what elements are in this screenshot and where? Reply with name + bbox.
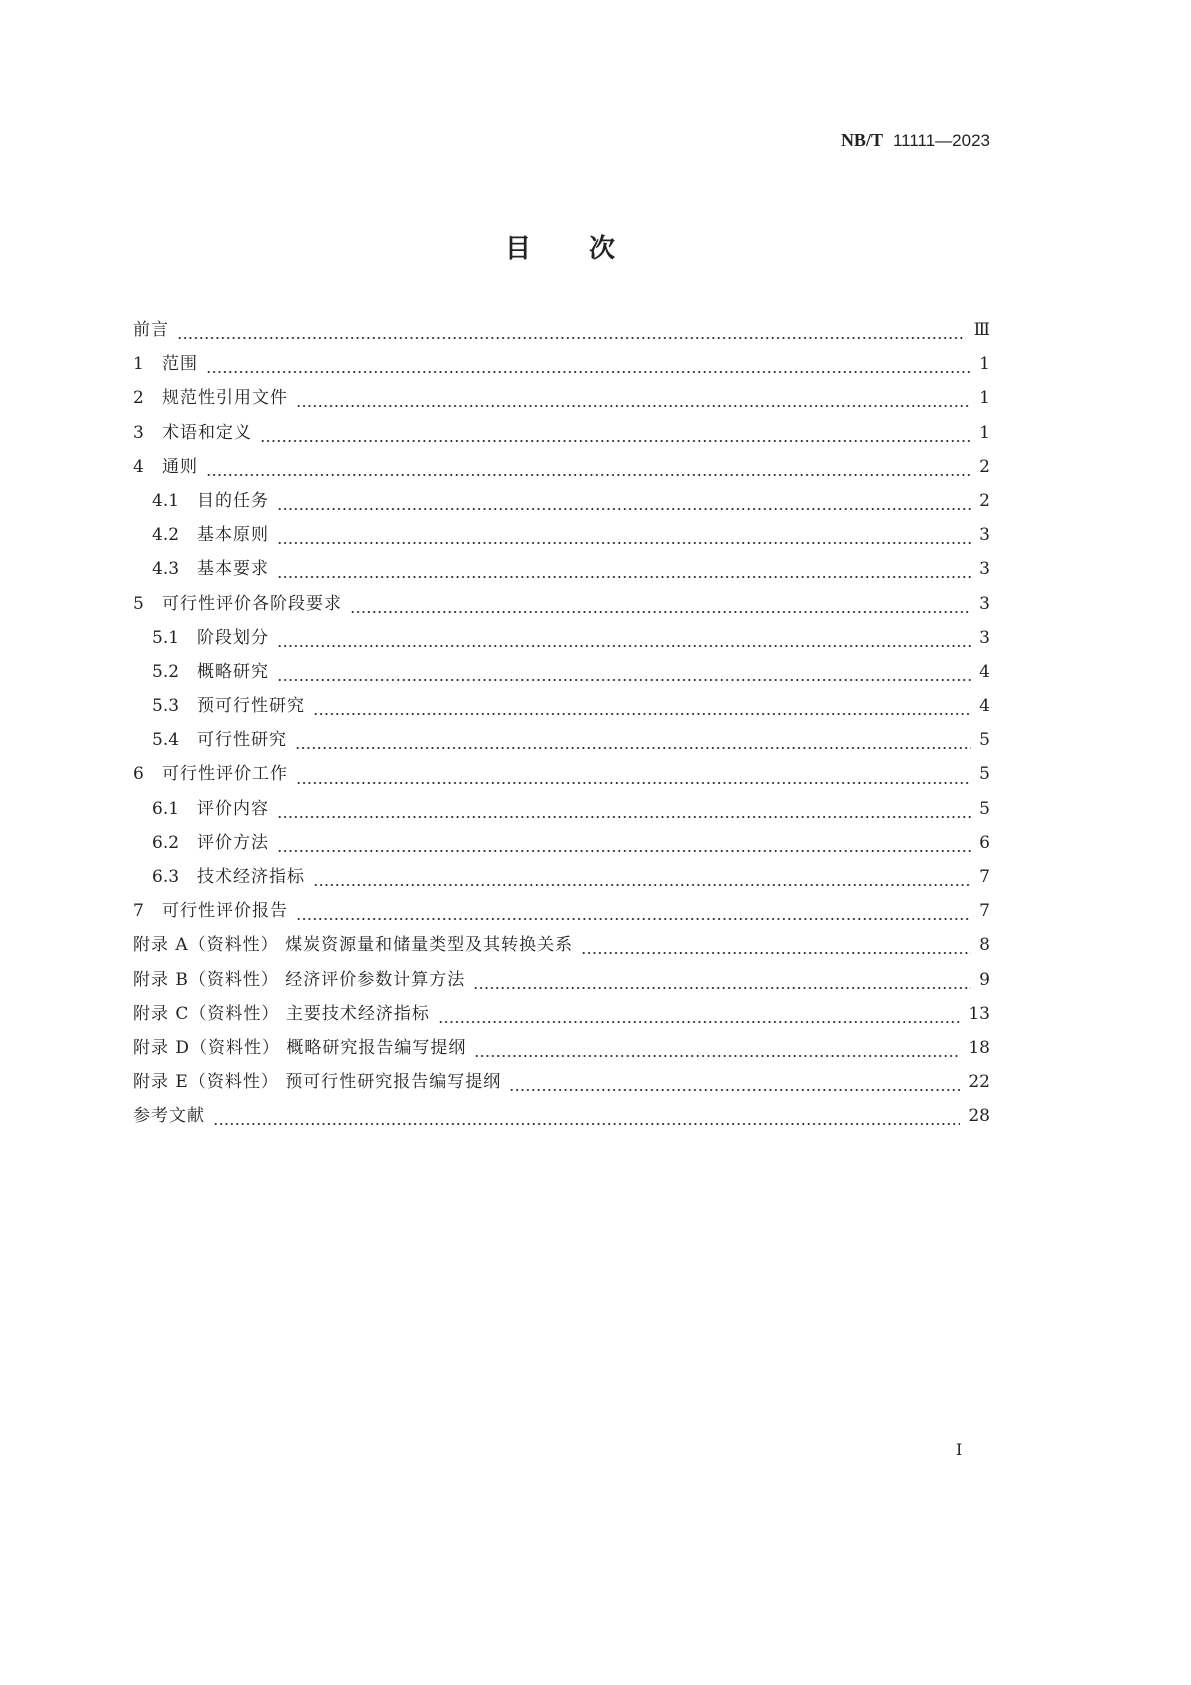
toc-entry-label: 可行性评价各阶段要求 (162, 593, 342, 614)
toc-entry[interactable] (133, 557, 990, 591)
page-number: I (956, 1440, 963, 1459)
toc-entry-label: 通则 (162, 456, 198, 477)
toc-entry-page: 5 (979, 764, 990, 785)
toc-entry-page: 3 (979, 559, 990, 580)
toc-entry-page: 2 (979, 456, 990, 477)
toc-entry[interactable] (133, 592, 990, 626)
leader-dots (438, 1020, 961, 1024)
toc-entry[interactable] (133, 831, 990, 865)
toc-entry[interactable] (133, 797, 990, 831)
toc-entry[interactable] (133, 694, 990, 728)
toc-entry-label: 可行性研究 (197, 730, 287, 751)
toc-entry-page: 9 (979, 969, 990, 990)
leader-dots (277, 849, 971, 853)
toc-entry-number: 6.2 (152, 832, 180, 853)
toc-entry-label: 附录 B（资料性） 经济评价参数计算方法 (133, 969, 466, 990)
standard-prefix: NB/T (840, 130, 883, 150)
toc-entry[interactable] (133, 762, 990, 796)
toc-entry-number: 5.3 (152, 696, 180, 717)
toc-entry-label: 目的任务 (197, 490, 269, 511)
toc-entry-label: 概略研究 (197, 661, 269, 682)
toc-entry-number: 1 (133, 354, 144, 375)
toc-entry-label: 基本原则 (197, 525, 269, 546)
toc-entry-page: 6 (979, 832, 990, 853)
leader-dots (177, 336, 966, 340)
toc-entry-number: 5.4 (152, 730, 180, 751)
toc-entry-page: 28 (968, 1106, 990, 1127)
toc-entry-page: 22 (968, 1072, 990, 1093)
toc-entry-number: 5 (133, 593, 144, 614)
leader-dots (277, 644, 971, 648)
toc-entry-label: 技术经济指标 (197, 867, 305, 887)
toc-entry-page: 8 (979, 935, 990, 956)
leader-dots (277, 575, 971, 579)
toc-entry-label: 参考文献 (133, 1106, 205, 1127)
toc-entry-page: Ⅲ (973, 320, 990, 340)
toc-entry[interactable] (133, 1036, 990, 1070)
toc-entry[interactable] (133, 626, 990, 660)
table-of-contents (133, 318, 990, 1139)
toc-entry-number: 4.2 (152, 525, 180, 546)
toc-entry-label: 规范性引用文件 (162, 388, 288, 409)
toc-entry-label: 可行性评价报告 (162, 901, 288, 922)
toc-entry-number: 6 (133, 764, 144, 785)
standard-header (841, 130, 990, 151)
leader-dots (213, 1122, 960, 1126)
toc-entry[interactable] (133, 386, 990, 420)
leader-dots (277, 815, 971, 819)
toc-entry-page: 5 (979, 798, 990, 819)
toc-entry-page: 3 (979, 627, 990, 648)
toc-entry-page: 1 (979, 422, 990, 443)
leader-dots (350, 610, 971, 614)
toc-entry-page: 13 (968, 1003, 990, 1024)
toc-entry-number: 6.1 (152, 798, 180, 819)
toc-entry-label: 可行性评价工作 (162, 764, 288, 785)
leader-dots (509, 1088, 960, 1092)
toc-entry[interactable] (133, 968, 990, 1002)
toc-entry[interactable] (133, 455, 990, 489)
leader-dots (296, 781, 971, 785)
toc-entry-label: 附录 A（资料性） 煤炭资源量和储量类型及其转换关系 (133, 935, 574, 956)
toc-entry-number: 5.1 (152, 627, 180, 648)
toc-entry-page: 5 (979, 730, 990, 751)
toc-entry[interactable] (133, 728, 990, 762)
toc-entry-number: 3 (133, 422, 144, 443)
toc-entry-page: 7 (979, 901, 990, 922)
toc-entry-label: 预可行性研究 (197, 696, 305, 717)
toc-entry-page: 2 (979, 490, 990, 511)
toc-entry-page: 1 (979, 354, 990, 375)
toc-entry[interactable] (133, 1104, 990, 1138)
toc-entry-page: 18 (968, 1037, 990, 1058)
leader-dots (474, 1054, 960, 1058)
leader-dots (206, 370, 971, 374)
toc-entry-number: 5.2 (152, 661, 180, 682)
toc-entry[interactable] (133, 660, 990, 694)
toc-entry-number: 4.1 (152, 490, 180, 511)
toc-entry[interactable] (133, 523, 990, 557)
leader-dots (313, 883, 971, 887)
toc-entry-label: 术语和定义 (162, 422, 252, 443)
page-title: 目次 (504, 234, 673, 264)
leader-dots (296, 917, 971, 921)
toc-entry-label: 前言 (133, 320, 169, 340)
toc-entry-page: 7 (979, 867, 990, 887)
toc-entry-label: 阶段划分 (197, 627, 269, 648)
toc-entry[interactable] (133, 421, 990, 455)
standard-number: 11111—2023 (892, 131, 990, 150)
toc-entry-page: 3 (979, 593, 990, 614)
toc-entry-label: 附录 C（资料性） 主要技术经济指标 (133, 1003, 430, 1024)
toc-entry-number: 4.3 (152, 559, 180, 580)
toc-entry-label: 评价方法 (197, 832, 269, 853)
toc-entry[interactable] (133, 489, 990, 523)
leader-dots (260, 439, 971, 443)
toc-entry-label: 基本要求 (197, 559, 269, 580)
toc-entry-number: 7 (133, 901, 144, 922)
toc-entry-page: 4 (979, 696, 990, 717)
toc-entry[interactable] (133, 933, 990, 967)
toc-entry[interactable] (133, 1002, 990, 1036)
leader-dots (206, 473, 971, 477)
leader-dots (296, 404, 971, 408)
toc-entry-page: 1 (979, 388, 990, 409)
toc-entry-label: 附录 E（资料性） 预可行性研究报告编写提纲 (133, 1072, 502, 1093)
toc-entry[interactable] (133, 318, 990, 352)
toc-entry-page: 4 (979, 661, 990, 682)
toc-entry[interactable] (133, 865, 990, 899)
leader-dots (277, 678, 971, 682)
leader-dots (277, 507, 971, 511)
toc-entry-label: 评价内容 (197, 798, 269, 819)
toc-entry[interactable] (133, 899, 990, 933)
toc-entry-label: 附录 D（资料性） 概略研究报告编写提纲 (133, 1037, 467, 1058)
leader-dots (313, 712, 971, 716)
leader-dots (581, 951, 971, 955)
leader-dots (473, 986, 971, 990)
leader-dots (295, 746, 971, 750)
toc-entry[interactable] (133, 1070, 990, 1104)
toc-entry-label: 范围 (162, 354, 198, 375)
toc-entry-number: 4 (133, 456, 144, 477)
toc-entry[interactable] (133, 352, 990, 386)
leader-dots (277, 541, 971, 545)
toc-entry-number: 6.3 (152, 867, 180, 887)
toc-entry-page: 3 (979, 525, 990, 546)
toc-entry-number: 2 (133, 388, 144, 409)
